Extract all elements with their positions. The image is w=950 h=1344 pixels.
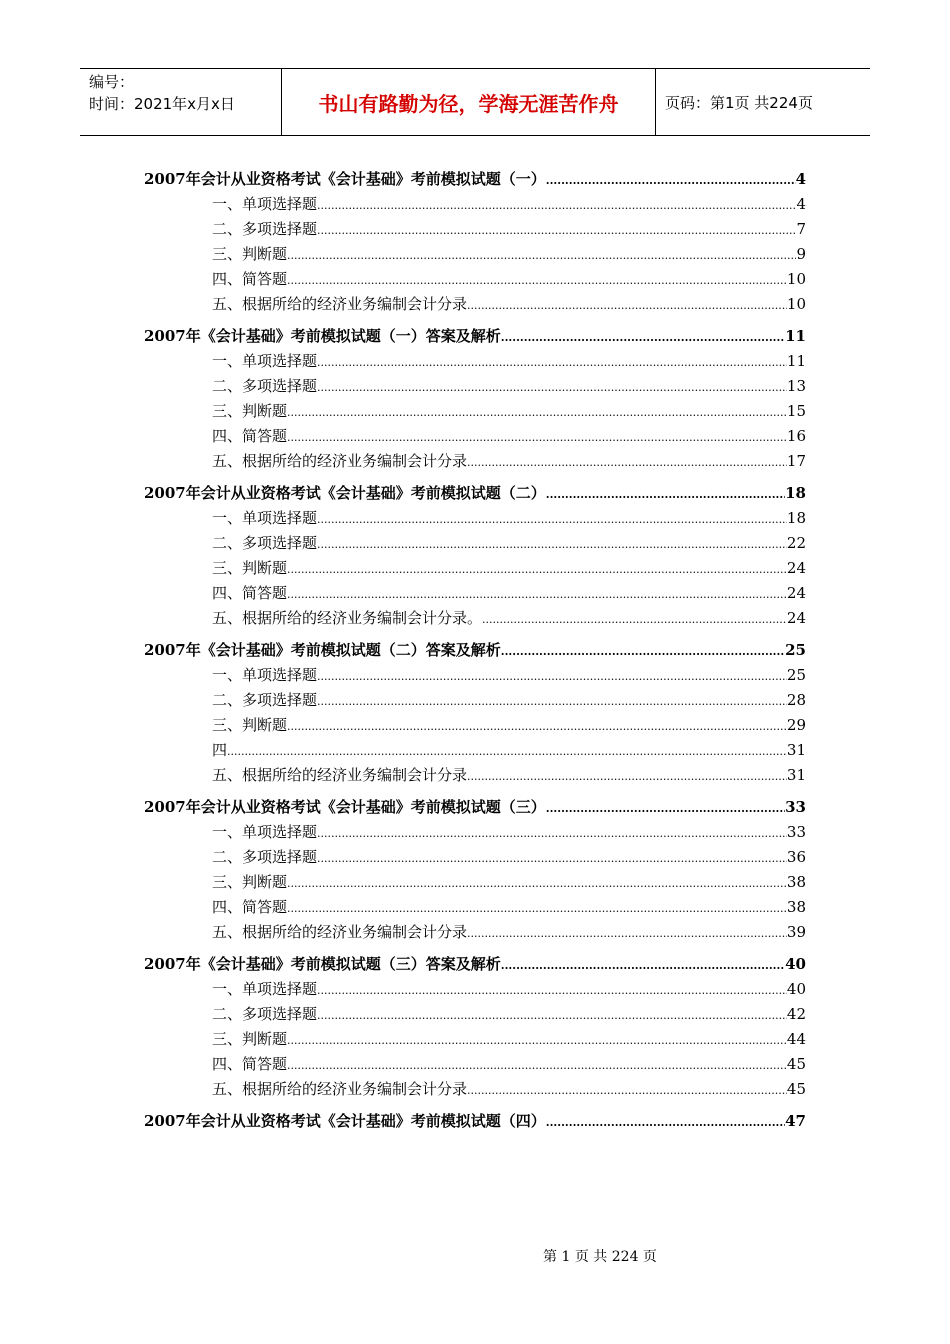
toc-subsection[interactable] <box>144 532 806 557</box>
toc-entry-title: 一、单项选择题 <box>212 666 318 684</box>
toc-dot-leader <box>227 741 787 759</box>
toc-dot-leader <box>287 1055 787 1073</box>
toc-entry-title: 一、单项选择题 <box>212 823 318 841</box>
toc-dot-leader <box>467 766 787 784</box>
toc-section[interactable] <box>144 1110 806 1135</box>
toc-page-number: 10 <box>786 295 806 313</box>
toc-entry-title: 二、多项选择题 <box>212 377 318 395</box>
toc-entry-title: 2007年会计从业资格考试《会计基础》考前模拟试题（二） <box>144 484 546 502</box>
toc-page-number: 4 <box>796 195 806 213</box>
toc-page-number: 11 <box>786 352 806 370</box>
toc-dot-leader <box>501 641 785 659</box>
toc-page-number: 11 <box>785 327 806 345</box>
toc-subsection[interactable] <box>144 268 806 293</box>
toc-page-number: 18 <box>786 509 806 527</box>
toc-page-number: 29 <box>786 716 806 734</box>
toc-subsection[interactable] <box>144 507 806 532</box>
toc-section[interactable] <box>144 639 806 664</box>
toc-dot-leader <box>317 377 787 395</box>
toc-page-number: 16 <box>786 427 806 445</box>
toc-subsection[interactable] <box>144 896 806 921</box>
toc-page-number: 38 <box>786 898 806 916</box>
toc-subsection[interactable] <box>144 607 806 632</box>
toc-subsection[interactable] <box>144 450 806 475</box>
toc-dot-leader <box>317 848 787 866</box>
toc-page-number: 24 <box>786 609 806 627</box>
toc-dot-leader <box>317 666 787 684</box>
toc-subsection[interactable] <box>144 1003 806 1028</box>
toc-page-number: 18 <box>785 484 806 502</box>
toc-entry-title: 二、多项选择题 <box>212 220 318 238</box>
toc-dot-leader <box>467 923 787 941</box>
toc-dot-leader <box>287 898 787 916</box>
toc-page-number: 40 <box>786 980 806 998</box>
toc-dot-leader <box>317 1005 787 1023</box>
toc-subsection[interactable] <box>144 557 806 582</box>
toc-subsection[interactable] <box>144 664 806 689</box>
toc-subsection[interactable] <box>144 739 806 764</box>
toc-entry-title: 二、多项选择题 <box>212 1005 318 1023</box>
toc-entry-title: 一、单项选择题 <box>212 980 318 998</box>
toc-entry-title: 2007年会计从业资格考试《会计基础》考前模拟试题（四） <box>144 1112 546 1130</box>
toc-dot-leader <box>317 823 787 841</box>
toc-entry-title: 2007年《会计基础》考前模拟试题（一）答案及解析 <box>144 327 501 345</box>
toc-entry-title: 2007年《会计基础》考前模拟试题（二）答案及解析 <box>144 641 501 659</box>
toc-page-number: 42 <box>786 1005 806 1023</box>
toc-entry-title: 一、单项选择题 <box>212 195 318 213</box>
toc-dot-leader <box>546 484 785 502</box>
toc-dot-leader <box>546 170 796 188</box>
toc-subsection[interactable] <box>144 764 806 789</box>
toc-dot-leader <box>501 327 785 345</box>
toc-page-number: 25 <box>786 666 806 684</box>
toc-entry-title: 四、简答题 <box>212 270 288 288</box>
toc-entry-title: 2007年会计从业资格考试《会计基础》考前模拟试题（一） <box>144 170 546 188</box>
toc-dot-leader <box>287 402 787 420</box>
toc-entry-title: 五、根据所给的经济业务编制会计分录 <box>212 295 468 313</box>
toc-page-number: 28 <box>786 691 806 709</box>
toc-page-number: 9 <box>796 245 806 263</box>
toc-entry-title: 二、多项选择题 <box>212 848 318 866</box>
toc-page-number: 4 <box>795 170 806 188</box>
toc-section[interactable] <box>144 953 806 978</box>
toc-subsection[interactable] <box>144 978 806 1003</box>
toc-entry-title: 四、简答题 <box>212 1055 288 1073</box>
toc-entry-title: 三、判断题 <box>212 402 288 420</box>
header-meta <box>80 69 282 135</box>
header-page-label: 页码：第1页 共224页 <box>665 93 813 112</box>
toc-section[interactable] <box>144 325 806 350</box>
toc-dot-leader <box>317 220 796 238</box>
toc-entry-title: 三、判断题 <box>212 1030 288 1048</box>
toc-subsection[interactable] <box>144 871 806 896</box>
toc-entry-title: 五、根据所给的经济业务编制会计分录 <box>212 923 468 941</box>
toc-page-number: 45 <box>786 1055 806 1073</box>
toc-entry-title: 四 <box>212 741 228 759</box>
toc-page-number: 24 <box>786 559 806 577</box>
toc-subsection[interactable] <box>144 400 806 425</box>
toc-page-number: 31 <box>786 766 806 784</box>
toc-page-number: 33 <box>785 798 806 816</box>
toc-subsection[interactable] <box>144 350 806 375</box>
time-label: 时间：2021年x月x日 <box>89 95 235 113</box>
toc-entry-title: 四、简答题 <box>212 584 288 602</box>
toc-page-number: 40 <box>785 955 806 973</box>
toc-entry-title: 五、根据所给的经济业务编制会计分录 <box>212 766 468 784</box>
toc-subsection[interactable] <box>144 821 806 846</box>
toc-dot-leader <box>287 427 787 445</box>
toc-entry-title: 三、判断题 <box>212 716 288 734</box>
toc-subsection[interactable] <box>144 193 806 218</box>
toc-subsection[interactable] <box>144 582 806 607</box>
toc-page-number: 15 <box>786 402 806 420</box>
toc-entry-title: 二、多项选择题 <box>212 691 318 709</box>
toc-dot-leader <box>287 584 787 602</box>
toc-page-number: 25 <box>785 641 806 659</box>
toc-section[interactable] <box>144 482 806 507</box>
toc-entry-title: 四、简答题 <box>212 427 288 445</box>
toc-dot-leader <box>287 1030 787 1048</box>
toc-entry-title: 五、根据所给的经济业务编制会计分录 <box>212 1080 468 1098</box>
page-footer: 第 1 页 共 224 页 <box>543 1249 657 1265</box>
toc-entry-title: 一、单项选择题 <box>212 352 318 370</box>
toc-subsection[interactable] <box>144 1078 806 1103</box>
toc-page-number: 36 <box>786 848 806 866</box>
toc-entry-title: 三、判断题 <box>212 245 288 263</box>
toc-page-number: 13 <box>786 377 806 395</box>
toc-subsection[interactable] <box>144 243 806 268</box>
toc-dot-leader <box>287 716 787 734</box>
toc-dot-leader <box>482 609 787 627</box>
toc-dot-leader <box>287 245 796 263</box>
toc-page-number: 39 <box>786 923 806 941</box>
toc-page-number: 17 <box>786 452 806 470</box>
toc-entry-title: 三、判断题 <box>212 559 288 577</box>
toc-dot-leader <box>501 955 785 973</box>
toc-page-number: 33 <box>786 823 806 841</box>
toc-subsection[interactable] <box>144 425 806 450</box>
toc-subsection[interactable] <box>144 1053 806 1078</box>
toc-dot-leader <box>317 691 787 709</box>
table-of-contents <box>144 168 806 1135</box>
toc-dot-leader <box>287 559 787 577</box>
toc-subsection[interactable] <box>144 1028 806 1053</box>
toc-dot-leader <box>467 452 787 470</box>
toc-page-number: 31 <box>786 741 806 759</box>
toc-dot-leader <box>317 509 787 527</box>
toc-page-number: 44 <box>786 1030 806 1048</box>
toc-section[interactable] <box>144 796 806 821</box>
toc-entry-title: 四、简答题 <box>212 898 288 916</box>
toc-page-number: 45 <box>786 1080 806 1098</box>
toc-page-number: 47 <box>785 1112 806 1130</box>
toc-dot-leader <box>317 534 787 552</box>
toc-entry-title: 三、判断题 <box>212 873 288 891</box>
toc-dot-leader <box>317 980 787 998</box>
toc-dot-leader <box>546 798 785 816</box>
header-motto: 书山有路勤为径，学海无涯苦作舟 <box>282 69 656 135</box>
toc-subsection[interactable] <box>144 921 806 946</box>
toc-dot-leader <box>317 195 796 213</box>
toc-dot-leader <box>317 352 787 370</box>
toc-subsection[interactable] <box>144 689 806 714</box>
toc-entry-title: 二、多项选择题 <box>212 534 318 552</box>
toc-dot-leader <box>467 1080 787 1098</box>
toc-subsection[interactable] <box>144 293 806 318</box>
toc-entry-title: 五、根据所给的经济业务编制会计分录。 <box>212 609 483 627</box>
toc-subsection[interactable] <box>144 218 806 243</box>
toc-dot-leader <box>287 873 787 891</box>
toc-subsection[interactable] <box>144 375 806 400</box>
number-label: 编号： <box>89 73 135 91</box>
toc-subsection[interactable] <box>144 846 806 871</box>
page-header <box>80 68 870 136</box>
toc-dot-leader <box>546 1112 785 1130</box>
toc-entry-title: 2007年会计从业资格考试《会计基础》考前模拟试题（三） <box>144 798 546 816</box>
toc-page-number: 38 <box>786 873 806 891</box>
toc-page-number: 10 <box>786 270 806 288</box>
toc-entry-title: 五、根据所给的经济业务编制会计分录 <box>212 452 468 470</box>
toc-section[interactable] <box>144 168 806 193</box>
toc-page-number: 7 <box>796 220 806 238</box>
toc-dot-leader <box>467 295 787 313</box>
toc-page-number: 22 <box>786 534 806 552</box>
toc-dot-leader <box>287 270 787 288</box>
toc-page-number: 24 <box>786 584 806 602</box>
toc-subsection[interactable] <box>144 714 806 739</box>
toc-entry-title: 2007年《会计基础》考前模拟试题（三）答案及解析 <box>144 955 501 973</box>
toc-entry-title: 一、单项选择题 <box>212 509 318 527</box>
